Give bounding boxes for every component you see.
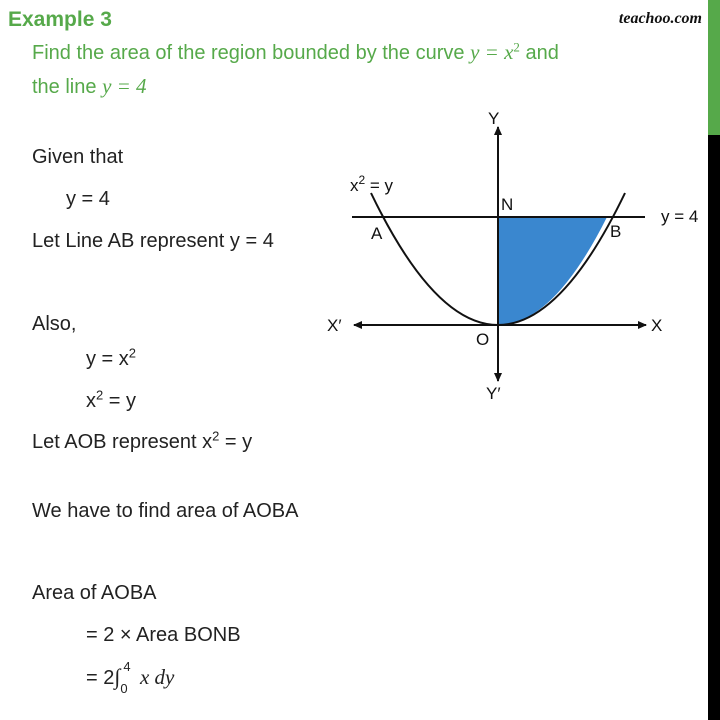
- parabola-diagram: [320, 105, 710, 405]
- problem-line1-math: y = x: [470, 40, 514, 64]
- curve-label-suffix: = y: [365, 176, 394, 195]
- problem-line-2: [32, 72, 147, 101]
- let-aob-suffix: = y: [219, 431, 253, 453]
- point-n-label: N: [501, 195, 514, 214]
- eq-integral: [86, 658, 175, 696]
- eq-x2-sup: 2: [96, 387, 104, 403]
- problem-line1-sup: 2: [513, 39, 520, 55]
- area-of-aoba: Area of AOBA: [32, 582, 157, 604]
- also-label: Also,: [32, 313, 77, 335]
- problem-line2-math: y = 4: [102, 74, 147, 98]
- example-title: Example 3: [8, 8, 112, 31]
- integral-limits: [120, 658, 134, 696]
- problem-line1-suffix: and: [519, 42, 559, 64]
- problem-line2-prefix: the line: [32, 76, 103, 98]
- axis-y-label: Y: [488, 109, 500, 128]
- eq-x2-eq-y: [86, 387, 137, 413]
- axis-x-label: X: [651, 316, 663, 335]
- let-aob: [32, 428, 253, 454]
- curve-label-x: x: [350, 176, 359, 195]
- integral-sign: ∫: [114, 664, 121, 689]
- let-aob-prefix: Let AOB represent x: [32, 431, 213, 453]
- upper-limit: 4: [123, 658, 131, 674]
- lower-limit: 0: [120, 680, 128, 696]
- origin-label: O: [476, 330, 490, 349]
- given-that: Given that: [32, 146, 124, 168]
- eq-2-area-bonb: = 2 × Area BONB: [86, 624, 241, 646]
- integrand: x dy: [139, 665, 175, 689]
- eq-x2-suffix: = y: [103, 390, 137, 412]
- eq-y-eq-x2: [86, 345, 137, 371]
- given-y-eq-4: y = 4: [66, 188, 110, 210]
- line-y4-label: y = 4: [661, 207, 699, 226]
- let-aob-sup: 2: [212, 428, 220, 444]
- curve-label-sup: 2: [358, 173, 366, 187]
- point-a-label: A: [371, 224, 383, 243]
- point-b-label: B: [610, 222, 622, 241]
- eq-y-eq-x-text: y = x: [86, 348, 129, 370]
- axis-y-neg-label: Y′: [486, 384, 501, 403]
- let-line-ab: Let Line AB represent y = 4: [32, 230, 274, 252]
- axis-x-neg-label: X′: [327, 316, 342, 335]
- eq-x2-prefix: x: [86, 390, 96, 412]
- shaded-region-bonb: [498, 217, 607, 325]
- eq-integral-prefix: = 2: [86, 667, 115, 689]
- problem-line-1: [32, 38, 559, 67]
- problem-line1-prefix: Find the area of the region bounded by the curve: [32, 42, 471, 64]
- eq-y-eq-x-sup: 2: [128, 345, 137, 361]
- brand-logo: teachoo.com: [618, 10, 702, 27]
- we-have-to-find: We have to find area of AOBA: [32, 500, 299, 522]
- curve-label: [350, 173, 394, 195]
